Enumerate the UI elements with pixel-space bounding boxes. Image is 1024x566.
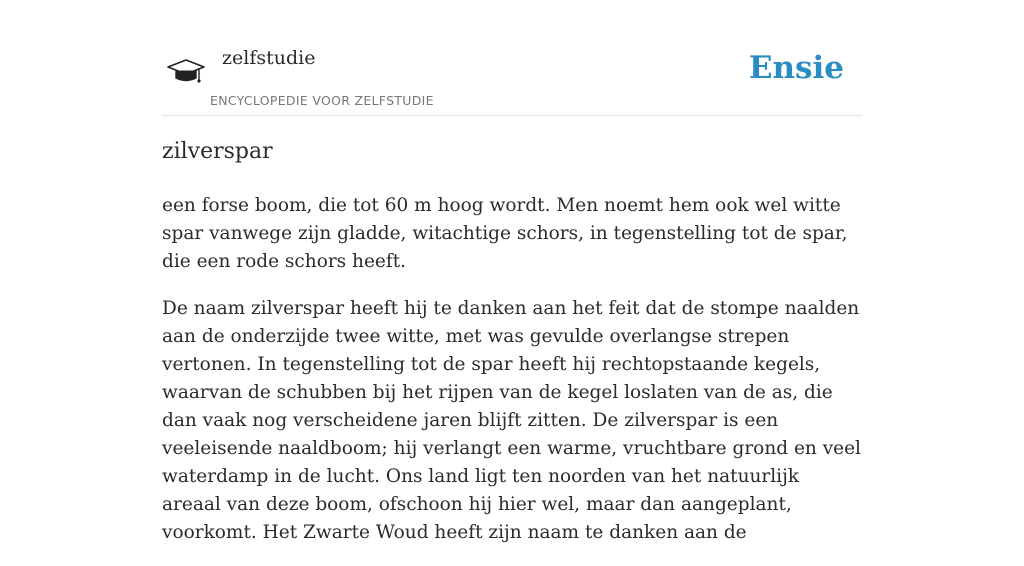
- article-title: zilverspar: [162, 139, 273, 164]
- article-body: [162, 192, 862, 566]
- site-header: [162, 40, 862, 116]
- site-tagline: ENCYCLOPEDIE VOOR ZELFSTUDIE: [210, 93, 434, 108]
- article-paragraph: De naam zilverspar heeft hij te danken aan het feit dat de stompe naalden aan de onderzijde twee witte, met was gevulde overlangse strepen vertonen. In tegenstelling tot de spar heeft hij rechtopstaande kegels, waarvan de schubben bij het rijpen van de kegel loslaten van de as, die dan vaak nog verscheidene jaren blijft zitten. De zilverspar is een veeleisende naaldboom; hij verlangt een warme, vruchtbare grond en veel waterdamp in de lucht. Ons land ligt ten noorden van het natuurlijk areaal van deze boom, ofschoon hij hier wel, maar dan aangeplant, voorkomt. Het Zwarte Woud heeft zijn naam te danken aan de: [162, 298, 861, 543]
- site-name-link[interactable]: zelfstudie: [222, 47, 316, 69]
- brand-logo-link[interactable]: Ensie: [748, 50, 844, 86]
- article-paragraph: een forse boom, die tot 60 m hoog wordt. Men noemt hem ook wel witte spar vanwege zijn gladde, witachtige schors, in tegenstelling tot de spar, die een rode schors heeft.: [162, 195, 848, 272]
- graduation-cap-icon[interactable]: [166, 54, 206, 90]
